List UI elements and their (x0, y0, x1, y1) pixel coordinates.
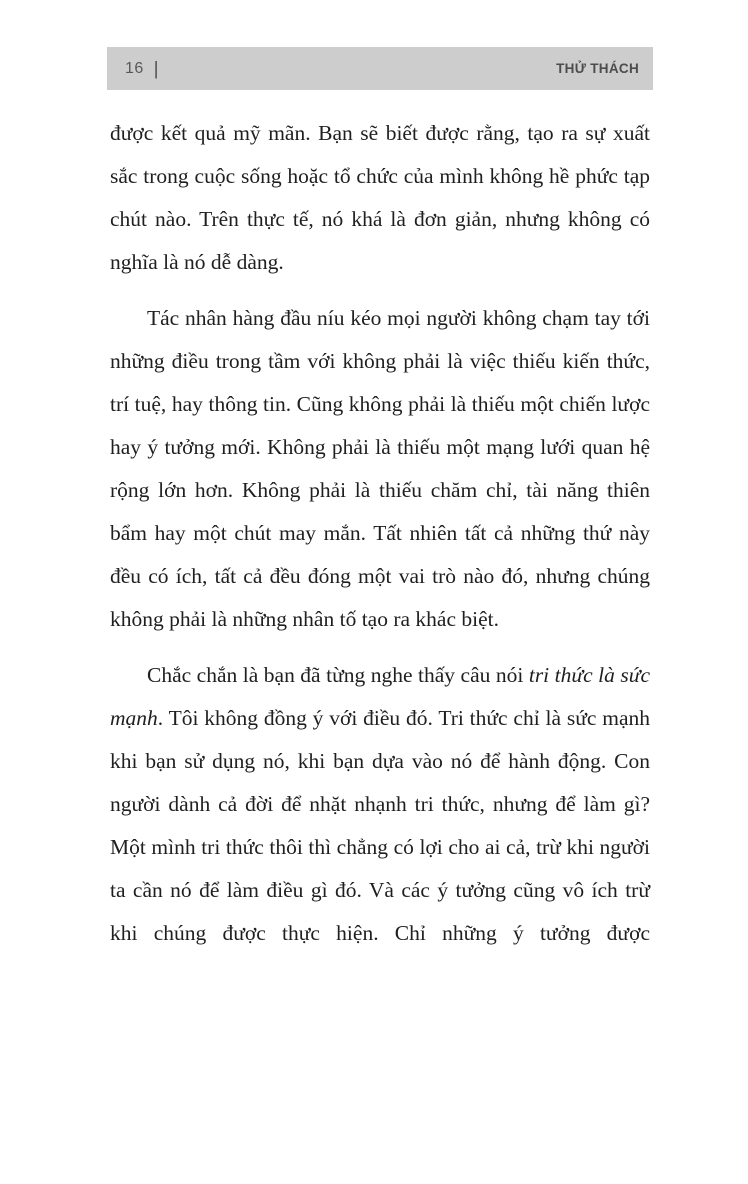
page-number: 16 (125, 59, 144, 77)
header-divider: | (153, 57, 159, 79)
paragraphs (110, 112, 650, 968)
italic-text-run: tri thức là sức mạnh (110, 663, 651, 730)
text-run: . Tôi không đồng ý với điều đó. Tri thức chỉ là sức mạnh khi bạn sử dụng nó, khi bạn dựa vào nó để hành động. Con người dành cả đời để nhặt nhạnh tri thức, nhưng để làm gì? Một mình tri thức thôi thì chẳng có lợi cho ai cả, trừ khi người ta cần nó để làm điều gì đó. Và các ý tưởng cũng vô ích trừ khi chúng được thực hiện. Chỉ những ý tưởng được (110, 706, 650, 945)
text-run: Chắc chắn là bạn đã từng nghe thấy câu nói (147, 663, 529, 687)
text-run: Tác nhân hàng đầu níu kéo mọi người không chạm tay tới những điều trong tầm với không phải là việc thiếu kiến thức, trí tuệ, hay thông tin. Cũng không phải là thiếu một chiến lược hay ý tưởng mới. Không phải là thiếu một mạng lưới quan hệ rộng lớn hơn. Không phải là thiếu chăm chỉ, tài năng thiên bẩm hay một chút may mắn. Tất nhiên tất cả những thứ này đều có ích, tất cả đều đóng một vai trò nào đó, nhưng chúng không phải là những nhân tố tạo ra khác biệt. (110, 306, 650, 631)
text-run: được kết quả mỹ mãn. Bạn sẽ biết được rằng, tạo ra sự xuất sắc trong cuộc sống hoặc tổ chức của mình không hề phức tạp chút nào. Trên thực tế, nó khá là đơn giản, nhưng không có nghĩa là nó dễ dàng. (110, 121, 650, 274)
chapter-title: THỬ THÁCH (556, 61, 639, 76)
page-header (107, 47, 653, 90)
paragraph (110, 297, 650, 641)
paragraph (110, 654, 650, 955)
paragraph (110, 112, 650, 284)
